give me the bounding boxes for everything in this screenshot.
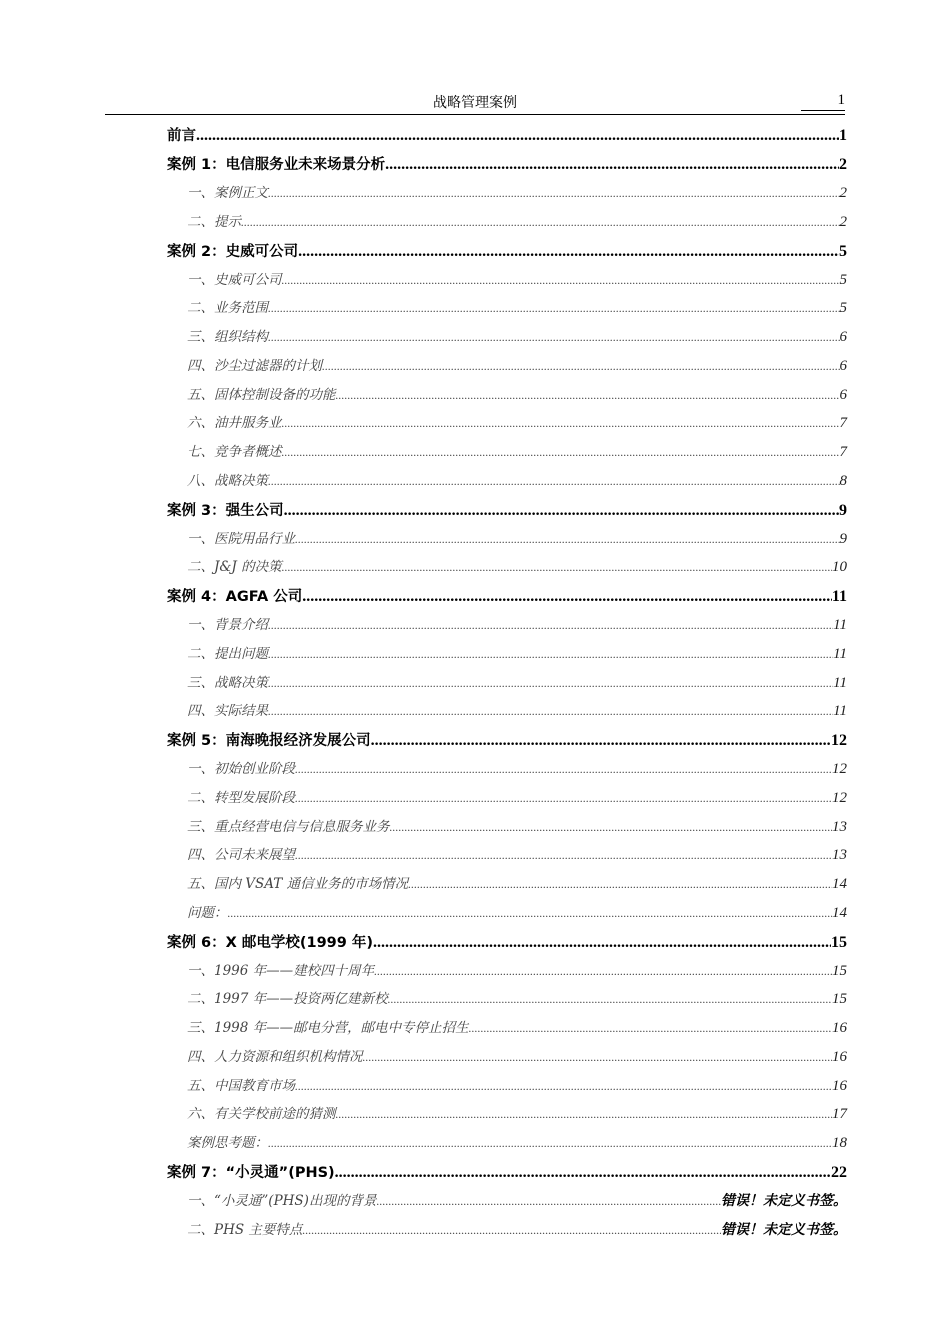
toc-page-number: 11 — [833, 674, 847, 691]
toc-dot-leader — [268, 467, 840, 496]
toc-page-number: 12 — [832, 789, 847, 806]
toc-dot-leader — [268, 323, 840, 352]
toc-section-entry[interactable] — [167, 352, 847, 381]
toc-entry-label: 六、有关学校前途的猜测 — [187, 1106, 336, 1123]
toc-dot-leader — [376, 1187, 721, 1216]
toc-chapter-entry[interactable] — [167, 1158, 847, 1187]
toc-entry-label: 三、战略决策 — [187, 674, 268, 691]
toc-chapter-entry[interactable] — [167, 121, 847, 150]
toc-dot-leader — [363, 1043, 833, 1072]
toc-dot-leader — [336, 381, 840, 410]
toc-dot-leader — [295, 841, 832, 870]
toc-dot-leader — [408, 870, 832, 899]
toc-page-number: 15 — [831, 933, 847, 951]
toc-dot-leader — [295, 784, 832, 813]
toc-dot-leader — [302, 582, 832, 611]
toc-entry-label: 问题： — [187, 904, 228, 921]
toc-section-entry[interactable] — [167, 1129, 847, 1158]
toc-entry-label: 二、业务范围 — [187, 300, 268, 317]
toc-entry-label: 二、1997 年——投资两亿建新校 — [187, 991, 388, 1008]
toc-dot-leader — [371, 726, 831, 755]
toc-dot-leader — [268, 294, 840, 323]
toc-page-number: 16 — [832, 1020, 847, 1036]
toc-page-number: 7 — [839, 444, 847, 460]
toc-section-entry[interactable] — [167, 294, 847, 323]
toc-chapter-entry[interactable] — [167, 726, 847, 755]
toc-chapter-entry[interactable] — [167, 237, 847, 266]
toc-section-entry[interactable] — [167, 611, 847, 640]
toc-section-entry[interactable] — [167, 525, 847, 554]
toc-dot-leader — [335, 1158, 831, 1187]
toc-section-entry[interactable] — [167, 266, 847, 295]
toc-dot-leader — [388, 985, 832, 1014]
toc-section-entry[interactable] — [167, 1187, 847, 1216]
toc-dot-leader — [282, 553, 832, 582]
toc-section-entry[interactable] — [167, 1043, 847, 1072]
toc-dot-leader — [295, 525, 840, 554]
toc-entry-label: 一、“小灵通”(PHS)出现的背景 — [187, 1192, 377, 1209]
toc-entry-label: 一、1996 年——建校四十周年 — [187, 962, 375, 979]
toc-entry-label: 一、初始创业阶段 — [187, 761, 295, 777]
toc-dot-leader — [284, 496, 839, 525]
toc-dot-leader — [268, 640, 833, 669]
toc-bookmark-error: 错误！未定义书签。 — [721, 1192, 847, 1209]
toc-entry-label: 一、背景介绍 — [187, 617, 268, 633]
toc-dot-leader — [241, 208, 840, 237]
toc-dot-leader — [336, 1100, 833, 1129]
toc-entry-label: 二、提出问题 — [187, 645, 268, 662]
toc-entry-label: 案例 3：强生公司 — [167, 502, 284, 519]
toc-page-number: 5 — [839, 300, 847, 317]
header-page-number: 1 — [801, 92, 845, 111]
toc-dot-leader — [302, 1216, 721, 1245]
toc-entry-label: 六、油井服务业 — [187, 415, 282, 432]
toc-dot-leader — [373, 928, 831, 957]
toc-page-number: 6 — [839, 329, 847, 345]
toc-page-number: 12 — [831, 732, 847, 749]
toc-entry-label: 一、医院用品行业 — [187, 530, 295, 547]
toc-page-number: 16 — [832, 1048, 847, 1065]
toc-page-number: 11 — [833, 645, 847, 662]
toc-page-number: 1 — [839, 127, 847, 144]
toc-page-number: 14 — [832, 904, 847, 921]
toc-entry-label: 五、国内 VSAT 通信业务的市场情况 — [187, 876, 409, 892]
toc-dot-leader — [298, 237, 839, 266]
toc-section-entry[interactable] — [167, 669, 847, 698]
toc-entry-label: 五、中国教育市场 — [187, 1077, 295, 1094]
toc-page-number: 6 — [839, 386, 847, 403]
toc-page-number: 5 — [839, 242, 847, 260]
toc-dot-leader — [268, 1129, 832, 1158]
toc-entry-label: 五、固体控制设备的功能 — [187, 386, 336, 403]
header-title: 战略管理案例 — [433, 95, 517, 111]
toc-page-number: 22 — [831, 1163, 847, 1181]
toc-dot-leader — [295, 1072, 832, 1101]
toc-section-entry[interactable] — [167, 957, 847, 986]
toc-page-number: 2 — [839, 185, 847, 201]
toc-entry-label: 三、重点经营电信与信息服务业务 — [187, 818, 390, 835]
toc-section-entry[interactable] — [167, 697, 847, 726]
toc-dot-leader — [374, 957, 832, 986]
toc-dot-leader — [282, 438, 840, 467]
toc-section-entry[interactable] — [167, 553, 847, 582]
toc-page-number: 17 — [832, 1106, 847, 1123]
toc-entry-label: 一、案例正文 — [187, 185, 268, 201]
toc-dot-leader — [268, 179, 840, 208]
toc-entry-label: 七、竞争者概述 — [187, 444, 282, 460]
toc-bookmark-error: 错误！未定义书签。 — [721, 1221, 847, 1238]
toc-dot-leader — [228, 899, 833, 928]
toc-dot-leader — [268, 669, 833, 698]
toc-section-entry[interactable] — [167, 640, 847, 669]
toc-entry-label: 四、人力资源和组织机构情况 — [187, 1048, 363, 1065]
toc-entry-label: 案例 6：X 邮电学校(1999 年) — [167, 934, 374, 951]
table-of-contents — [167, 121, 847, 1244]
toc-page-number: 8 — [839, 472, 847, 489]
toc-page-number: 11 — [831, 588, 847, 605]
toc-section-entry[interactable] — [167, 1100, 847, 1129]
toc-section-entry[interactable] — [167, 899, 847, 928]
toc-section-entry[interactable] — [167, 813, 847, 842]
toc-chapter-entry[interactable] — [167, 150, 847, 179]
toc-entry-label: 二、转型发展阶段 — [187, 789, 295, 806]
toc-dot-leader — [282, 409, 840, 438]
toc-entry-label: 四、公司未来展望 — [187, 847, 295, 864]
toc-section-entry[interactable] — [167, 1014, 847, 1043]
toc-chapter-entry[interactable] — [167, 928, 847, 957]
toc-section-entry[interactable] — [167, 467, 847, 496]
toc-page-number: 7 — [839, 415, 847, 432]
toc-page-number: 14 — [832, 876, 847, 892]
toc-dot-leader — [268, 697, 833, 726]
toc-section-entry[interactable] — [167, 381, 847, 410]
toc-entry-label: 案例思考题： — [187, 1135, 268, 1151]
toc-entry-label: 案例 1：电信服务业未来场景分析 — [167, 157, 386, 173]
toc-entry-label: 案例 7：“小灵通”(PHS) — [167, 1164, 335, 1181]
toc-page-number: 10 — [832, 559, 847, 576]
toc-section-entry[interactable] — [167, 1072, 847, 1101]
toc-page-number: 15 — [832, 962, 847, 979]
toc-dot-leader — [268, 611, 833, 640]
toc-section-entry[interactable] — [167, 841, 847, 870]
toc-entry-label: 四、沙尘过滤器的计划 — [187, 357, 322, 374]
toc-entry-label: 案例 2：史威可公司 — [167, 243, 299, 260]
toc-entry-label: 八、战略决策 — [187, 472, 268, 489]
toc-entry-label: 三、组织结构 — [187, 329, 268, 345]
toc-page-number: 16 — [832, 1077, 847, 1094]
toc-section-entry[interactable] — [167, 208, 847, 237]
toc-section-entry[interactable] — [167, 179, 847, 208]
toc-entry-label: 案例 5：南海晚报经济发展公司 — [167, 733, 371, 749]
toc-page-number: 13 — [832, 818, 847, 835]
toc-entry-label: 前言 — [167, 128, 196, 144]
toc-page-number: 2 — [839, 213, 847, 230]
toc-page-number: 9 — [839, 501, 847, 519]
toc-section-entry[interactable] — [167, 870, 847, 899]
toc-page-number: 18 — [832, 1135, 847, 1151]
toc-dot-leader — [469, 1014, 832, 1043]
toc-section-entry[interactable] — [167, 409, 847, 438]
toc-section-entry[interactable] — [167, 755, 847, 784]
toc-chapter-entry[interactable] — [167, 496, 847, 525]
toc-page-number: 6 — [839, 357, 847, 374]
toc-section-entry[interactable] — [167, 784, 847, 813]
toc-section-entry[interactable] — [167, 323, 847, 352]
toc-page-number: 13 — [832, 847, 847, 864]
toc-dot-leader — [282, 266, 840, 295]
toc-dot-leader — [385, 150, 839, 179]
toc-entry-label: 四、实际结果 — [187, 703, 268, 720]
toc-entry-label: 三、1998 年——邮电分营，邮电中专停止招生 — [187, 1020, 469, 1036]
toc-entry-label: 二、J&J 的决策 — [187, 559, 282, 576]
toc-chapter-entry[interactable] — [167, 582, 847, 611]
toc-section-entry[interactable] — [167, 438, 847, 467]
toc-section-entry[interactable] — [167, 985, 847, 1014]
toc-page-number: 11 — [833, 617, 847, 633]
toc-dot-leader — [390, 813, 833, 842]
toc-entry-label: 二、PHS 主要特点 — [187, 1221, 303, 1238]
toc-dot-leader — [322, 352, 840, 381]
toc-page-number: 5 — [839, 271, 847, 288]
toc-entry-label: 案例 4：AGFA 公司 — [167, 589, 303, 605]
toc-section-entry[interactable] — [167, 1216, 847, 1245]
toc-entry-label: 二、提示 — [187, 213, 241, 230]
toc-entry-label: 一、史威可公司 — [187, 271, 282, 288]
toc-dot-leader — [295, 755, 832, 784]
toc-page-number: 2 — [839, 156, 847, 173]
toc-page-number: 12 — [832, 761, 847, 777]
toc-page-number: 15 — [832, 991, 847, 1008]
toc-page-number: 11 — [833, 703, 847, 720]
toc-page-number: 9 — [839, 530, 847, 547]
page-header — [105, 90, 845, 115]
toc-dot-leader — [196, 121, 839, 150]
